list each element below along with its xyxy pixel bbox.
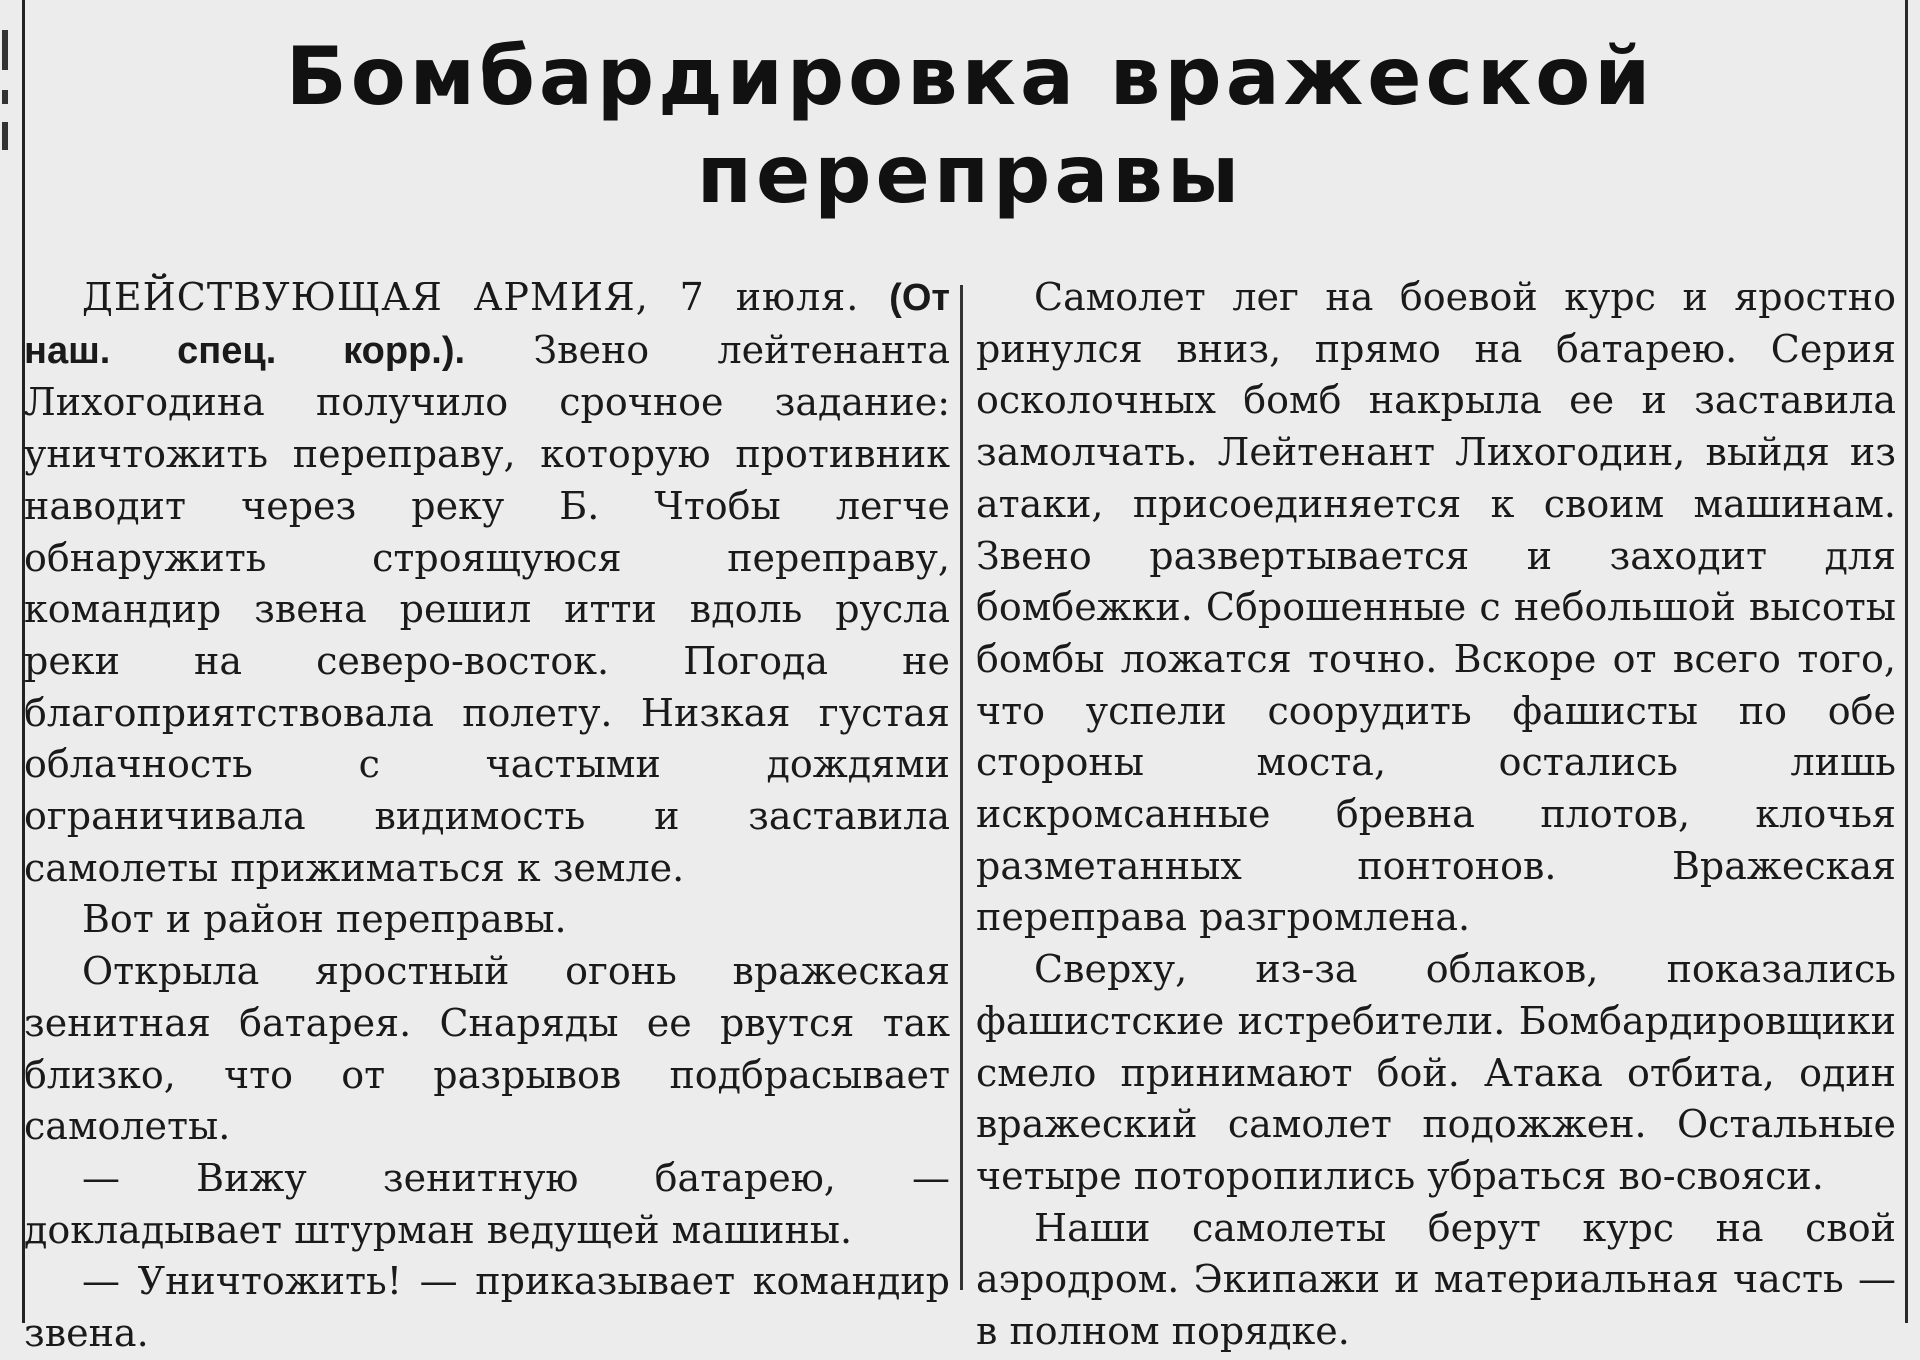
headline-line-1: Бомбардировка вражеской (285, 30, 1655, 123)
column-divider (960, 285, 963, 1290)
article-headline (150, 28, 1790, 224)
paragraph: Вот и район переправы. (82, 897, 567, 942)
left-margin-mark (2, 90, 8, 104)
paragraph (24, 272, 950, 894)
paragraph: Сверху, из-за облаков, показались фашистские истребители. Бомбардировщики смело принимают бой. Атака отбита, один вражеский самолет подожжен. Остальные четыре поторопились убраться во-свояси. (976, 947, 1896, 1198)
left-margin-mark (2, 122, 8, 150)
paragraph: — Вижу зенитную батарею, — докладывает штурман ведущей машины. (24, 1155, 950, 1252)
paragraph-text: Звено лейтенанта Лихогодина получило срочное задание: уничтожить переправу, которую противник наводит через реку Б. Чтобы легче обнаружить строящуюся переправу, командир звена решил итти вдоль русла реки на северо-восток. Погода не благоприятствовала полету. Низкая густая облачность с частыми дождями ограничивала видимость и заставила самолеты прижиматься к земле. (24, 327, 950, 890)
right-border-rule (1905, 0, 1908, 1323)
left-margin-mark (2, 30, 8, 70)
dateline: ДЕЙСТВУЮЩАЯ АРМИЯ, 7 июля. (82, 275, 860, 319)
article-left-column (24, 272, 950, 1360)
headline-line-2: переправы (696, 128, 1244, 221)
byline: (От наш. спец. корр.). (24, 277, 950, 372)
paragraph: — Уничтожить! — приказывает командир звена. (24, 1259, 950, 1356)
article-right-column (976, 272, 1896, 1358)
paragraph: Наши самолеты берут курс на свой аэродром. Экипажи и материальная часть — в полном порядке. (976, 1205, 1896, 1354)
paragraph: Самолет лег на боевой курс и яростно ринулся вниз, прямо на батарею. Серия осколочных бомб накрыла ее и заставила замолчать. Лейтенант Лихогодин, выйдя из атаки, присоединяется к своим машинам. Звено развертывается и заходит для бомбежки. Сброшенные с небольшой высоты бомбы ложатся точно. Вскоре от всего того, что успели соорудить фашисты по обе стороны моста, остались лишь искромсанные бревна плотов, клочья разметанных понтонов. Вражеская переправа разгромлена. (976, 275, 1896, 940)
paragraph: Открыла яростный огонь вражеская зенитная батарея. Снаряды ее рвутся так близко, что от разрывов подбрасывает самолеты. (24, 949, 950, 1149)
